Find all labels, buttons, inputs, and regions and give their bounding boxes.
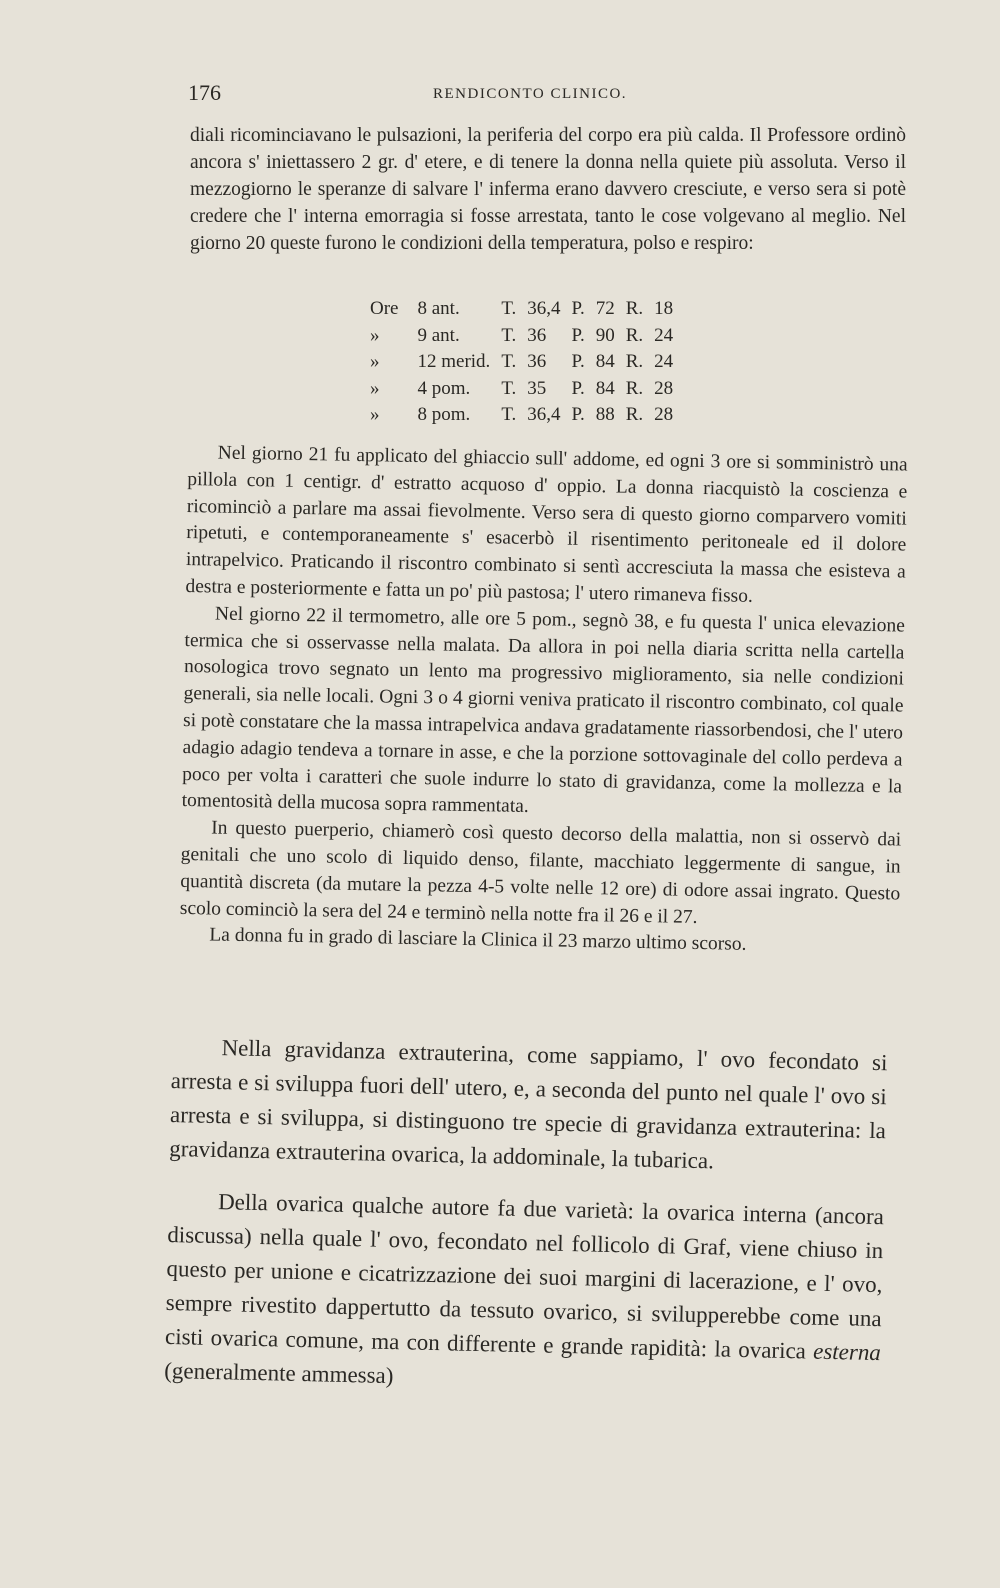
intro-paragraph: diali ricominciavano le pulsazioni, la periferia del corpo era più calda. Il Professore ordinò ancora s' iniettassero 2 gr. d' etere, e di tenere la donna nella quiete più assoluta. Verso il mezzogiorno le speranze di salvare l' inferma erano davvero cresciute, e verso sera si potè credere che l' interna emorragia si fosse arrestata, tanto le cose volgevano al meglio. Nel giorno 20 queste furono le condizioni della temperatura, polso e respiro: [190,125,906,254]
vital-signs-table [370,296,684,429]
paragraph-day-21: Nel giorno 21 fu applicato del ghiaccio sull' addome, ed ogni 3 ore si somministrò una pillola con 1 centigr. d' estratto acquoso d' oppio. La donna riacquistò la coscienza e ricominciò a parlare ma assai fievolmente. Verso sera di questo giorno comparvero vomiti ripetuti, e contemporaneamente s' esacerbò il risentimento peritoneale ed il dolore intrapelvico. Praticando il riscontro combinato si sentì accresciuta la massa che esisteva a destra e posteriormente e fatta un po' più pastosa; l' utero rimaneva fisso. [185,442,908,607]
table-cell: 12 merid. [417,351,491,373]
table-cell: 84 [595,377,615,399]
paragraph-discharge: La donna fu in grado di lasciare la Clinica il 23 marzo ultimo scorso. [209,924,747,956]
intro-paragraph-block [190,122,906,257]
paragraph-extrauterine: Nella gravidanza extrauterina, come sappiamo, l' ovo fecondato si arresta e si sviluppa fuori dell' utero, e, a seconda del punto nel quale l' ovo si arresta e si sviluppa, si distinguono tre specie di gravidanza extrauterina: la gravidanza extrauterina ovarica, la addominale, la tubarica. [169,1035,888,1174]
table-cell: 28 [654,404,674,426]
table-cell: 72 [595,298,615,320]
table-cell: 18 [654,298,674,320]
table-cell: 8 pom. [417,404,471,426]
table-cell: 35 [527,377,547,399]
running-title: RENDICONTO CLINICO. [433,86,628,102]
ovarian-italic-term: esterna [812,1338,882,1366]
table-row [370,376,684,403]
ovarian-text-after: (generalmente ammessa) [163,1357,394,1389]
clinical-notes [179,440,908,962]
table-cell: » [370,404,380,426]
page-header [188,80,908,110]
table-cell: 8 ant. [417,298,460,320]
table-cell: T. [501,324,517,346]
table-cell: » [370,351,380,373]
table-cell: 24 [654,324,674,346]
table-row [370,402,684,429]
table-cell: 9 ant. [417,324,460,346]
table-row [370,323,684,350]
table-cell: » [370,377,380,399]
table-cell: 36 [527,351,547,373]
table-cell: 28 [654,377,674,399]
table-cell: R. [625,324,644,346]
table-cell: 36,4 [527,298,561,320]
table-cell: R. [625,298,644,320]
ovarian-text-before: Della ovarica qualche autore fa due varietà: la ovarica interna (ancora discussa) nella quale l' ovo, fecondato nel follicolo di Graf, viene chiuso in questo per unione e cicatrizzazione dei suoi margini di lacerazione, e l' ovo, sempre rivestito dappertutto da tessuto ovarico, si svilupperebbe come una cisti ovarica comune, ma con differente e grande rapidità: la ovarica [164,1189,885,1364]
page-number: 176 [188,80,221,105]
table-cell: R. [625,404,644,426]
table-cell: » [370,324,380,346]
table-cell: T. [501,298,517,320]
table-cell: 88 [595,404,615,426]
paragraph-puerperio: In questo puerperio, chiamerò così questo decorso della malattia, non si osservò dai genitali che uno scolo di liquido denso, filante, macchiato leggermente di sangue, in quantità discreta (da mutare la pezza 4-5 volte nelle 12 ore) di odore assai ingrato. Questo scolo cominciò la sera del 24 e terminò nella notte fra il 26 e il 27. [179,817,902,928]
discussion-section [163,1030,887,1422]
table-cell: 4 pom. [417,377,471,399]
table-cell: P. [571,324,585,346]
table-cell: Ore [370,298,399,320]
table-row [370,296,684,323]
table-cell: P. [571,404,585,426]
table-cell: P. [571,351,585,373]
table-cell: 36 [527,324,547,346]
table-cell: T. [501,404,517,426]
table-cell: R. [625,351,644,373]
table-cell: P. [571,298,585,320]
table-cell: 36,4 [527,404,561,426]
table-row [370,349,684,376]
paragraph-day-22: Nel giorno 22 il termometro, alle ore 5 pom., segnò 38, e fu questa l' unica elevazione termica che si osservasse nella malata. Da allora in poi nella diaria scritta nella cartella nosologica trovo segnato un lento ma progressivo miglioramento, sia nelle condizioni generali, sia nelle locali. Ogni 3 o 4 giorni veniva praticato il riscontro combinato, col quale si potè constatare che la massa intrapelvica andava gradatamente riassorbendosi, che l' utero adagio adagio tendeva a tornare in asse, e che la porzione sottovaginale del collo perdeva a poco per volta i caratteri che suole indurre lo stato di gravidanza, come la mollezza e la tomentosità della mucosa sopra rammentata. [181,603,906,818]
table-cell: P. [571,377,585,399]
table-cell: R. [625,377,644,399]
table-cell: T. [501,351,517,373]
table-cell: 84 [595,351,615,373]
table-cell: T. [501,377,517,399]
table-cell: 90 [595,324,615,346]
paragraph-ovarian-varieties [164,1184,884,1404]
table-cell: 24 [654,351,674,373]
